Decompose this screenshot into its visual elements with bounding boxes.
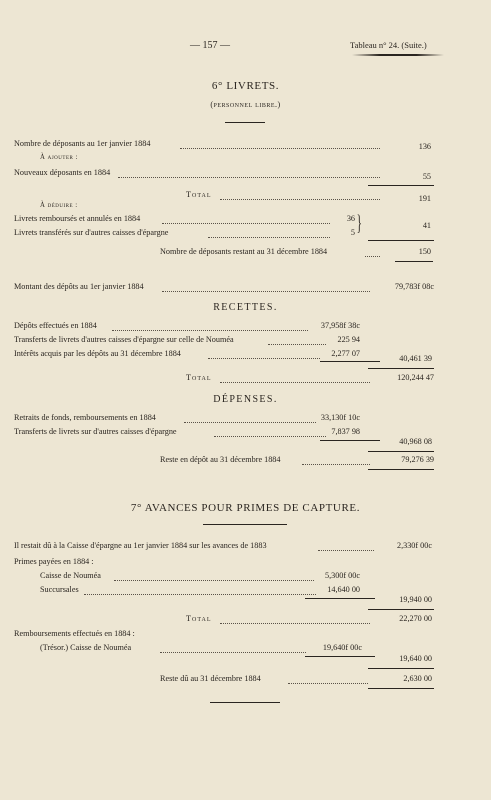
leader-dots xyxy=(220,199,380,200)
prime-label: Caisse de Nouméa xyxy=(40,571,101,580)
tresor-label: (Trésor.) Caisse de Nouméa xyxy=(40,643,132,652)
restant-value: 150 xyxy=(418,247,431,256)
brace: } xyxy=(356,210,362,235)
leader-dots xyxy=(208,358,320,359)
leader-dots xyxy=(318,550,374,551)
leader-dots xyxy=(162,223,330,224)
tresor-value: 19,640f 00c xyxy=(322,643,362,652)
sum-rule xyxy=(368,688,434,689)
divider xyxy=(225,122,265,123)
recette-value: 225 94 xyxy=(337,335,360,344)
recettes-subtotal: 40,461 39 xyxy=(399,354,432,363)
leader-dots xyxy=(220,382,370,383)
remb-subtotal: 19,640 00 xyxy=(399,654,432,663)
recette-label: Dépôts effectués en 1884 xyxy=(14,321,97,330)
depense-label: Retraits de fonds, remboursements en 1884 xyxy=(14,413,156,422)
sum-rule xyxy=(305,598,375,599)
leader-dots xyxy=(288,683,368,684)
primes-label: Primes payées en 1884 : xyxy=(14,557,94,566)
sum-rule xyxy=(368,368,434,369)
s7-total-label: Total xyxy=(186,614,212,623)
recette-label: Intérêts acquis par les dépôts au 31 décembre 1884 xyxy=(14,349,181,358)
nouveaux-value: 55 xyxy=(422,172,431,181)
depense-value: 7,837 98 xyxy=(331,427,360,436)
total-label: Total xyxy=(186,190,212,199)
s7-reste-value: 2,630 00 xyxy=(403,674,432,683)
restait-value: 2,330f 00c xyxy=(396,541,432,550)
restant-label: Nombre de déposants restant au 31 décembre 1884 xyxy=(160,247,328,256)
table-reference: Tableau n° 24. (Suite.) xyxy=(350,40,427,50)
leader-dots xyxy=(208,237,330,238)
nouveaux-label: Nouveaux déposants en 1884 xyxy=(14,168,111,177)
leader-dots xyxy=(302,464,370,465)
leader-dots xyxy=(214,436,326,437)
leader-dots xyxy=(220,623,370,624)
remb-label: Remboursements effectués en 1884 : xyxy=(14,629,135,638)
primes-subtotal: 19,940 00 xyxy=(399,595,432,604)
sum-rule xyxy=(305,656,375,657)
recettes-total-value: 120,244 47 xyxy=(397,373,434,382)
ajouter-label: À ajouter : xyxy=(40,154,78,161)
s7-total-value: 22,270 00 xyxy=(399,614,432,623)
recettes-title: RECETTES. xyxy=(213,302,278,313)
leader-dots xyxy=(112,330,308,331)
section-6-subtitle: (personnel libre.) xyxy=(210,100,281,109)
header-ornament xyxy=(352,54,444,56)
reste-value: 79,276 39 xyxy=(401,455,434,464)
s7-reste-label: Reste dû au 31 décembre 1884 xyxy=(160,674,261,683)
nombre-label: Nombre de déposants au 1er janvier 1884 xyxy=(14,139,151,148)
montant-label: Montant des dépôts au 1er janvier 1884 xyxy=(14,282,144,291)
sum-rule xyxy=(368,609,434,610)
recette-label: Transferts de livrets d'autres caisses d'épargne sur celle de Nouméa xyxy=(14,335,234,344)
deduire-label: À déduire : xyxy=(40,202,78,209)
rembourses-value: 36 xyxy=(346,214,355,223)
recettes-total-label: Total xyxy=(186,373,212,382)
deduire-total: 41 xyxy=(422,221,431,230)
sum-rule xyxy=(368,240,434,241)
transferes-label: Livrets transférés sur d'autres caisses d'épargne xyxy=(14,228,169,237)
total-value: 191 xyxy=(418,194,431,203)
sum-rule xyxy=(395,261,433,262)
recette-value: 37,958f 38c xyxy=(320,321,360,330)
transferes-value: 5 xyxy=(350,228,355,237)
reste-label: Reste en dépôt au 31 décembre 1884 xyxy=(160,455,281,464)
divider xyxy=(210,702,280,703)
section-6-title: 6° LIVRETS. xyxy=(211,80,280,92)
sum-rule xyxy=(368,451,434,452)
depense-value: 33,130f 10c xyxy=(320,413,360,422)
leader-dots xyxy=(114,580,314,581)
leader-dots xyxy=(180,148,380,149)
page-number: — 157 — xyxy=(190,40,230,51)
leader-dots xyxy=(268,344,326,345)
leader-dots xyxy=(162,291,370,292)
prime-value: 5,300f 00c xyxy=(324,571,360,580)
rembourses-label: Livrets remboursés et annulés en 1884 xyxy=(14,214,141,223)
leader-dots xyxy=(84,594,316,595)
leader-dots xyxy=(118,177,380,178)
divider xyxy=(203,524,287,525)
depense-label: Transferts de livrets sur d'autres caisses d'épargne xyxy=(14,427,177,436)
leader-dots xyxy=(184,422,316,423)
section-7-title: 7° AVANCES POUR PRIMES DE CAPTURE. xyxy=(130,502,361,514)
sum-rule xyxy=(368,469,434,470)
recette-value: 2,277 07 xyxy=(331,349,360,358)
leader-dots xyxy=(365,256,380,257)
montant-value: 79,783f 08c xyxy=(394,282,434,291)
prime-label: Succursales xyxy=(40,585,79,594)
depenses-subtotal: 40,968 08 xyxy=(399,437,432,446)
prime-value: 14,640 00 xyxy=(327,585,360,594)
restait-label: Il restait dû à la Caisse d'épargne au 1er janvier 1884 sur les avances de 1883 xyxy=(14,541,267,550)
sum-rule xyxy=(368,668,434,669)
depenses-title: DÉPENSES. xyxy=(213,394,278,405)
nombre-value: 136 xyxy=(418,142,431,151)
sum-rule xyxy=(368,185,434,186)
leader-dots xyxy=(160,652,306,653)
